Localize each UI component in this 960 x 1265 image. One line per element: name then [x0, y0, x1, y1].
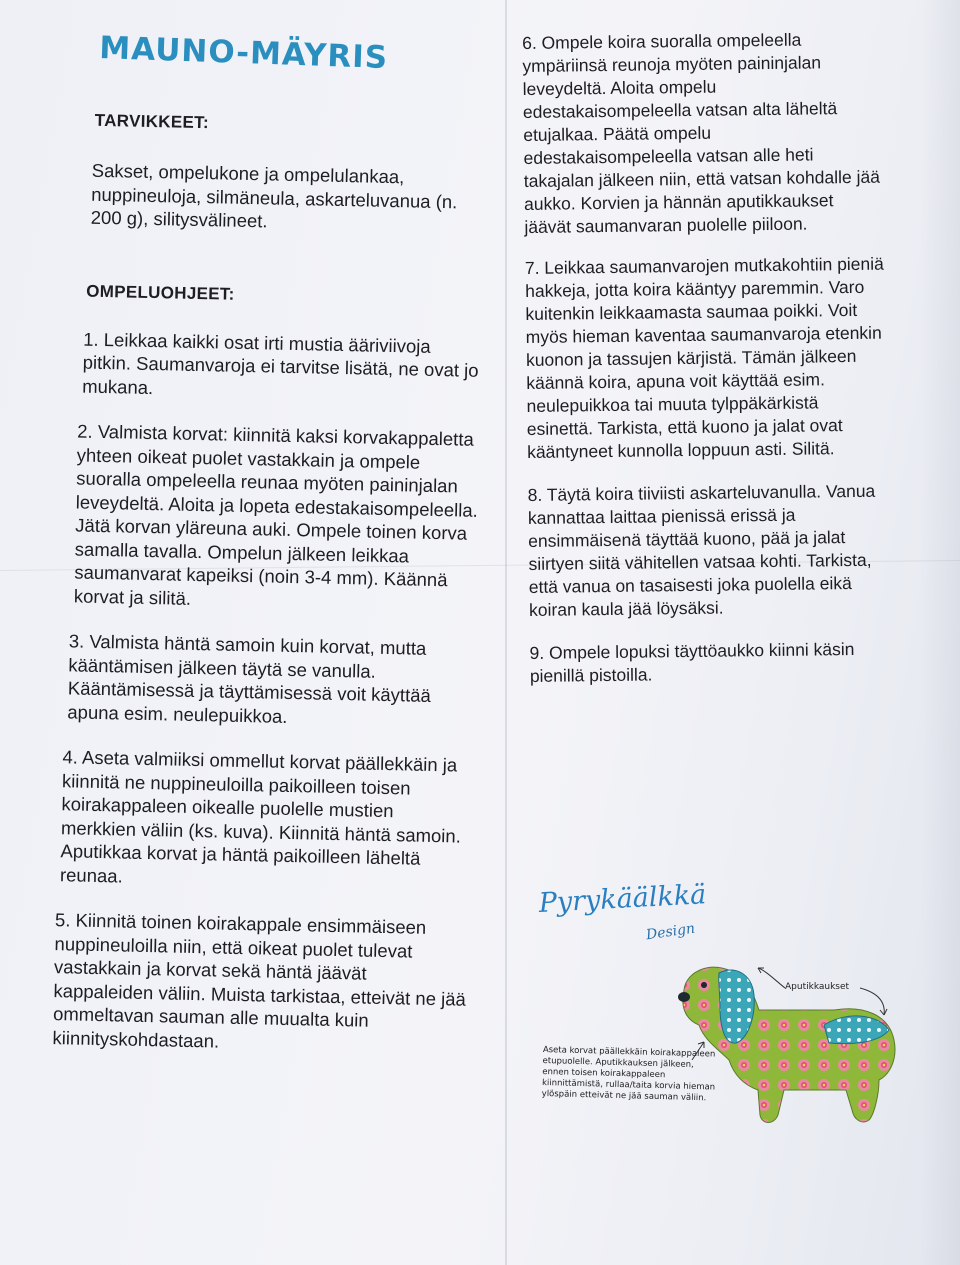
supplies-heading: TARVIKKEET:: [94, 110, 210, 133]
paper-shadow: [920, 0, 960, 1265]
step-3: 3. Valmista häntä samoin kuin korvat, mutta kääntämisen jälkeen täytä se vanulla. Kääntämisessä ja täyttämisessä voit käyttää apuna esim. neulepuikkoa.: [67, 630, 432, 727]
step-8: 8. Täytä koira tiiviisti askarteluvanulla. Vanua kannattaa laittaa pienissä erissä ja ensimmäisenä täyttää kuono, pää ja jalat siirtyen siitä vähitellen vatsaa kohti. Tarkista, että vanua on tasaisesti joka puolella eikä koiran kaula jää löysäksi.: [527, 480, 876, 620]
step-7: 7. Leikkaa saumanvarojen mutkakohtiin pieniä hakkeja, jotta koira kääntyy paremmin. Varo kuitenkin leikkaamasta saumaa poikki. Voit myös hieman kaventaa saumanvaroja etenkin kuonon ja tassujen kärjistä. Tämän jälkeen käännä koira, apuna voit käyttää esim. neulepuikkoa tai muuta tylppäkärkistä esinettä. Tarkista, että kuono ja jalat ovat kääntyneet kunnolla loppuun asti. Silitä.: [524, 253, 884, 462]
instructions-heading: OMPELUOHJEET:: [86, 281, 235, 304]
annotation-label-stitches: Aputikkaukset: [785, 982, 850, 992]
step-2: 2. Valmista korvat: kiinnitä kaksi korvakappaletta yhteen oikeat puolet vastakkain ja ompele suoralla ompeleella reunaa myöten paininjalan leveydeltä. Aloita ja lopeta edestakaisompeleella. Jätä korvan yläreuna auki. Ompele toinen korva samalla tavalla. Ompelun jälkeen leikkaa saumanvarat kapeiksi (noin 3-4 mm). Käännä korvat ja silitä.: [73, 420, 479, 609]
supplies-text: Sakset, ompelukone ja ompelulankaa, nuppineuloja, silmäneula, askarteluvanua (n. 200 g), silitysvälineet.: [90, 159, 458, 232]
brand-logo-text: Pyrykäälkkä: [538, 879, 707, 919]
step-9: 9. Ompele lopuksi täyttöaukko kiinni käsin pienillä pistoilla.: [529, 638, 855, 686]
pattern-title: MAUNO-MÄYRIS: [98, 30, 389, 77]
step-1: 1. Leikkaa kaikki osat irti mustia ääriviivoja pitkin. Saumanvaroja ei tarvitse lisätä, ne ovat jo mukana.: [82, 328, 479, 398]
annotation-label-ears: Aseta korvat päällekkäin koirakappaleen etupuolelle. Aputikkauksen jälkeen, ennen toisen koirakappaleen kiinnittämistä, rullaa/taita korvia hieman ylöspäin etteivät ne jää sauman väliin.: [541, 1045, 716, 1104]
fold-line-vertical: [505, 0, 507, 1265]
step-6: 6. Ompele koira suoralla ompeleella ympäriinsä reunoja myöten paininjalan leveydeltä. Aloita ompelu edestakaisompeleella vatsan alta läheltä etujalkaa. Päätä ompelu edestakaisompeleella vatsan alle heti takajalan jälkeen niin, että vatsan kohdalle jää aukko. Korvien ja hännän aputikkaukset jäävät saumanvaran puolelle piiloon.: [522, 29, 880, 237]
step-4: 4. Aseta valmiiksi ommellut korvat päällekkäin ja kiinnitä ne nuppineuloilla paikoilleen toisen koirakappaleen oikealle puolelle mustien merkkien väliin (ks. kuva). Kiinnitä häntä samoin. Aputikkaa korvat ja häntä paikoilleen läheltä reunaa.: [59, 746, 462, 887]
brand-logo: [538, 879, 728, 958]
left-column: [38, 110, 488, 1058]
annotation-arrows: [690, 960, 890, 1060]
right-column: [522, 28, 890, 688]
brand-logo-subtext: Design: [645, 920, 697, 944]
step-5: 5. Kiinnitä toinen koirakappale ensimmäiseen nuppineuloilla niin, että oikeat puolet tulevat vastakkain ja korvat sekä häntä jäävät kappaleiden väliin. Muista tarkistaa, etteivät ne jää ommeltavan sauman alle muualta kuin kiinnityskohdastaan.: [52, 909, 467, 1052]
